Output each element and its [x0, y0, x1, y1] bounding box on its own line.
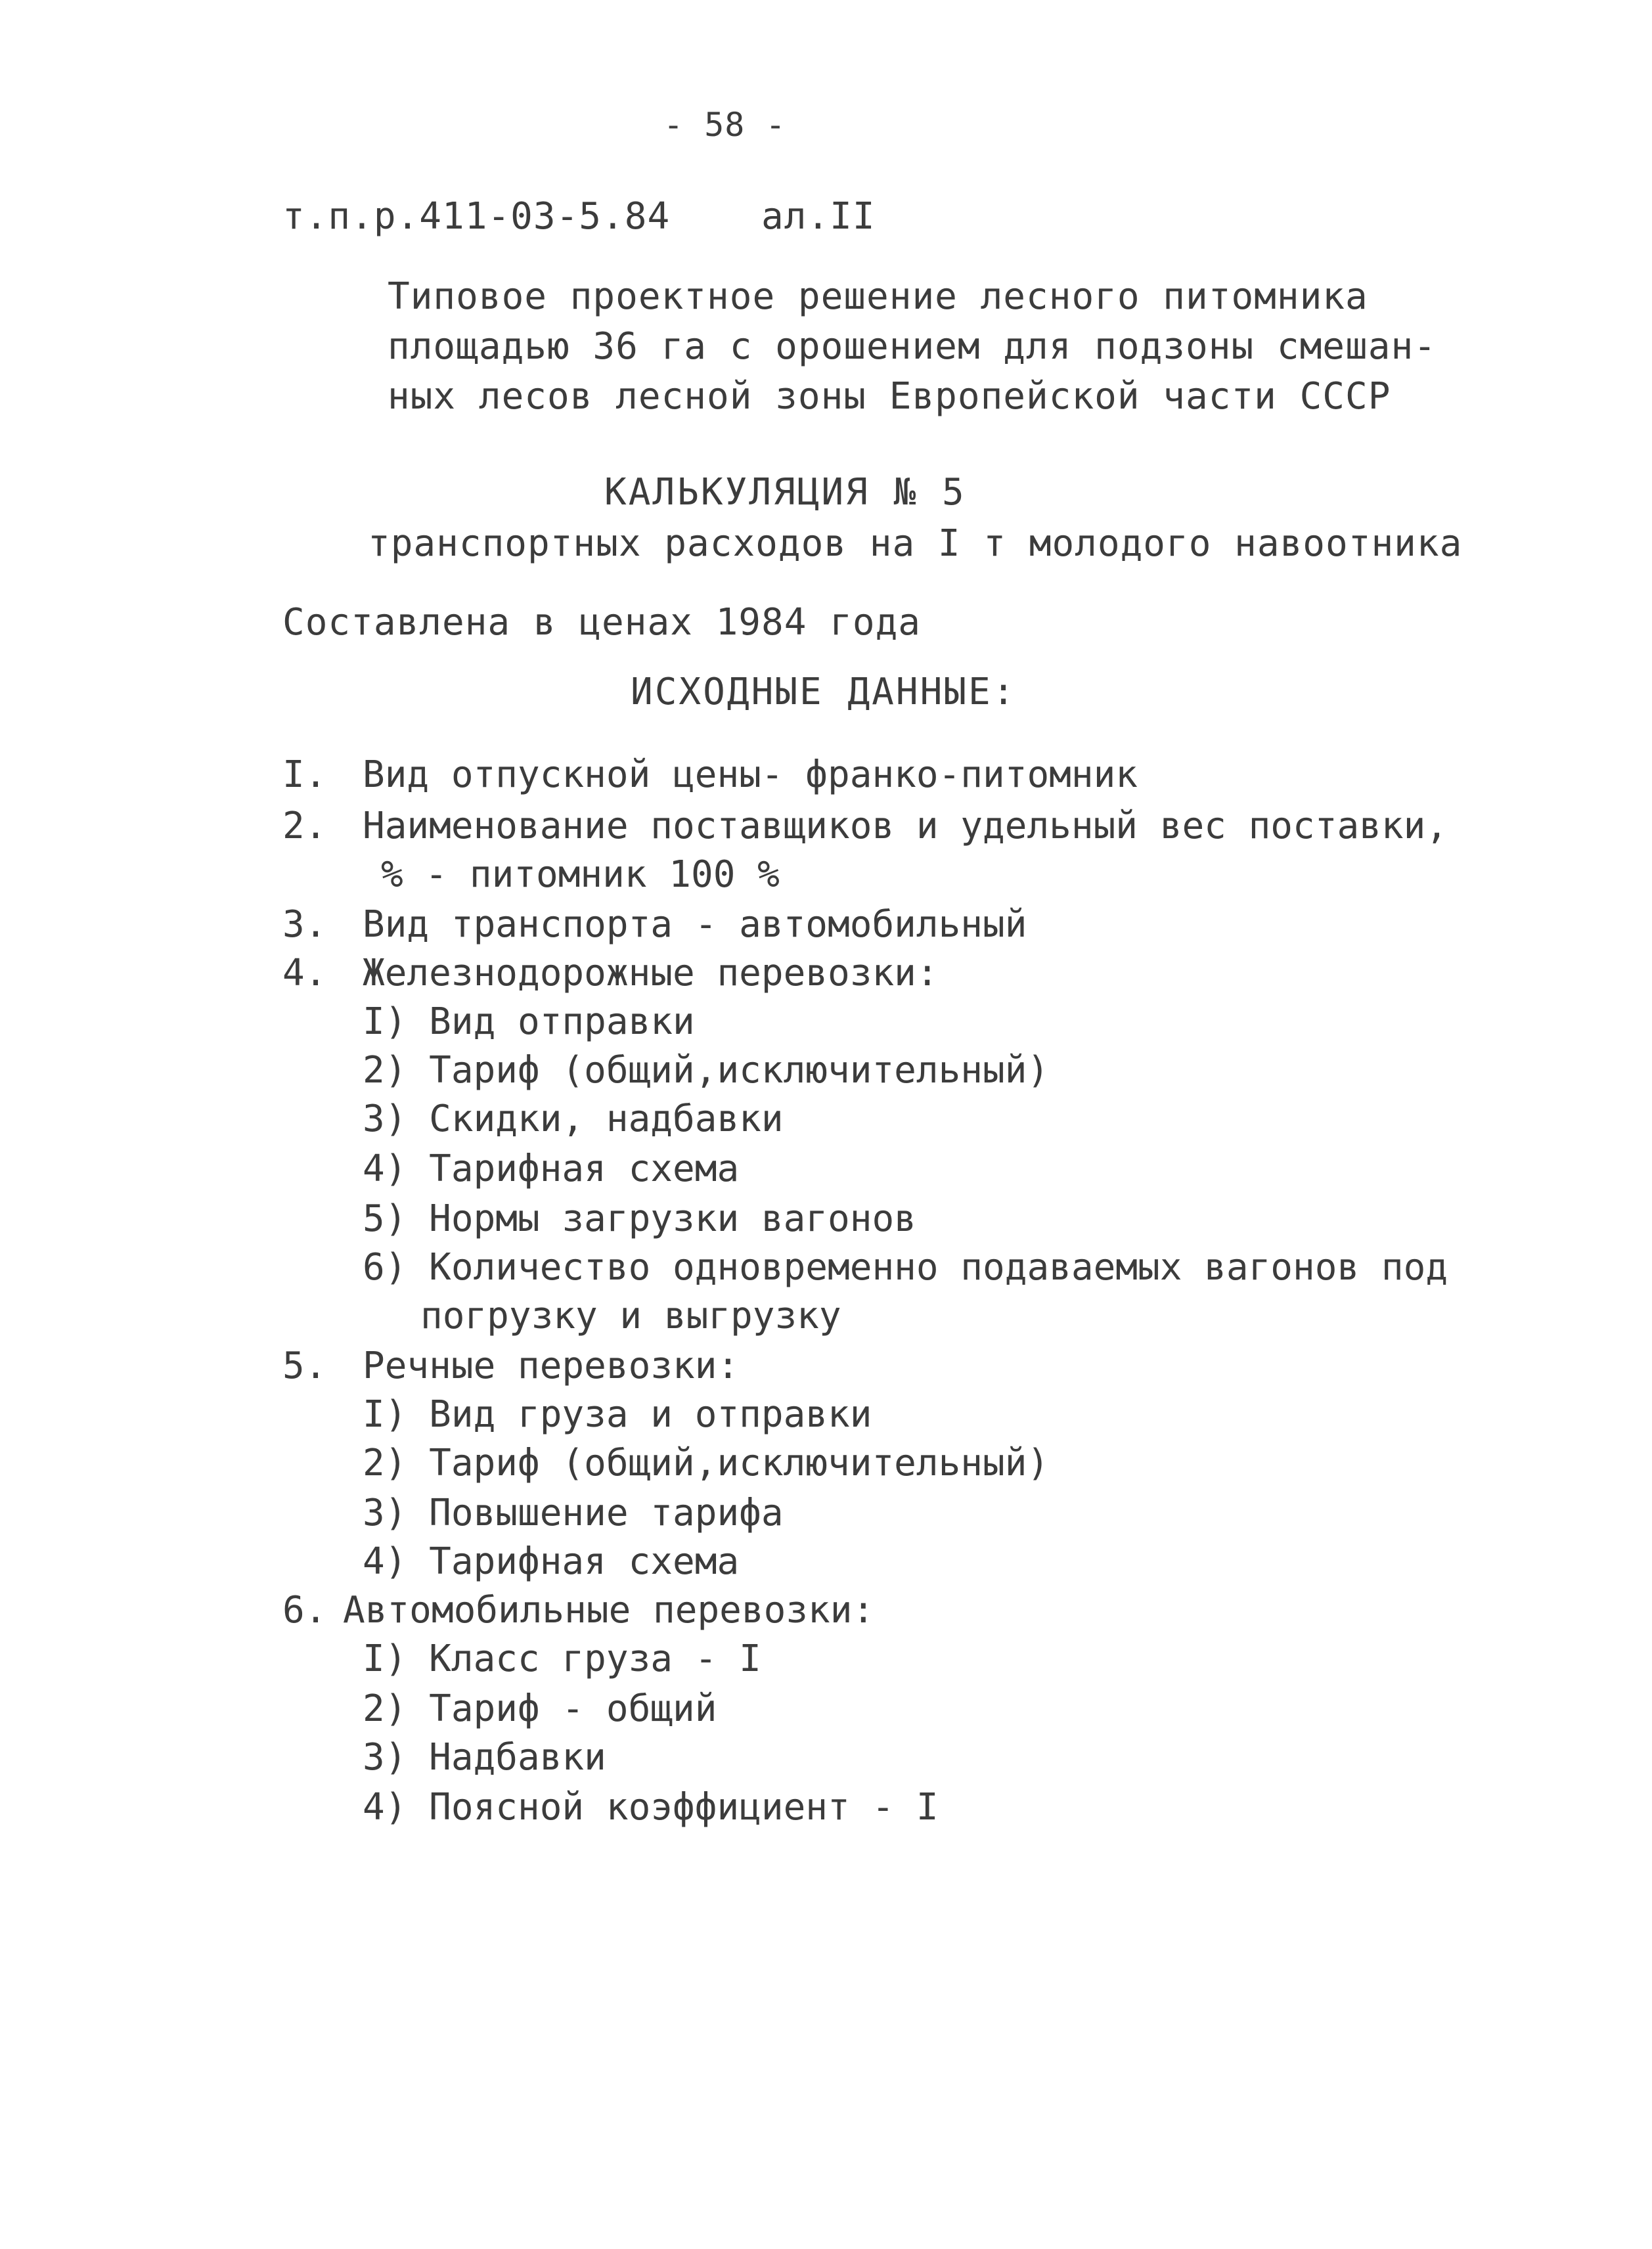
source-data-heading: ИСХОДНЫЕ ДАННЫЕ: — [631, 671, 1017, 713]
item-text: Железнодорожные перевозки: — [363, 952, 939, 994]
calculation-title: КАЛЬКУЛЯЦИЯ № 5 — [604, 471, 966, 514]
project-title-line-1: Типовое проектное решение лесного питомника — [388, 275, 1368, 318]
sub-item-continuation: погрузку и выгрузку — [420, 1295, 841, 1337]
item-text: Вид отпускной цены- франко-питомник — [363, 753, 1138, 796]
sub-item: 3) Скидки, надбавки — [363, 1098, 784, 1140]
sub-item: I) Класс груза - I — [363, 1637, 761, 1680]
item-number: I. — [282, 753, 327, 796]
sub-item: I) Вид отправки — [363, 1000, 695, 1043]
project-title-line-2: площадью 36 га с орошением для подзоны смешан- — [388, 325, 1437, 368]
sub-item: I) Вид груза и отправки — [363, 1393, 872, 1436]
item-number: 5. — [282, 1345, 327, 1387]
sub-item: 5) Нормы загрузки вагонов — [363, 1197, 916, 1240]
sub-item: 2) Тариф - общий — [363, 1687, 717, 1730]
item-text: Автомобильные перевозки: — [343, 1589, 875, 1632]
sub-item: 4) Тарифная схема — [363, 1540, 740, 1583]
item-text: Речные перевозки: — [363, 1345, 740, 1387]
sub-item: 2) Тариф (общий,исключительный) — [363, 1442, 1050, 1484]
item-number: 3. — [282, 903, 327, 946]
item-text: Вид транспорта - автомобильный — [363, 903, 1027, 946]
item-continuation: % - питомник 100 % — [381, 853, 780, 896]
item-number: 6. — [282, 1589, 327, 1632]
prices-note: Составлена в ценах 1984 года — [282, 601, 922, 644]
sub-item: 4) Поясной коэффициент - I — [363, 1786, 939, 1829]
item-number: 4. — [282, 952, 327, 994]
item-text: Наименование поставщиков и удельный вес поставки, — [363, 805, 1448, 847]
calculation-subtitle: транспортных расходов на I т молодого навоотника — [368, 522, 1463, 565]
sub-item: 2) Тариф (общий,исключительный) — [363, 1049, 1050, 1092]
sub-item: 4) Тарифная схема — [363, 1147, 740, 1190]
sub-item: 6) Количество одновременно подаваемых вагонов под — [363, 1246, 1448, 1289]
sub-item: 3) Надбавки — [363, 1736, 606, 1779]
project-title-line-3: ных лесов лесной зоны Европейской части СССР — [388, 375, 1391, 418]
sub-item: 3) Повышение тарифа — [363, 1492, 784, 1534]
page-number: - 58 - — [663, 106, 786, 144]
document-code: т.п.р.411-03-5.84 ал.II — [282, 195, 876, 238]
item-number: 2. — [282, 805, 327, 847]
